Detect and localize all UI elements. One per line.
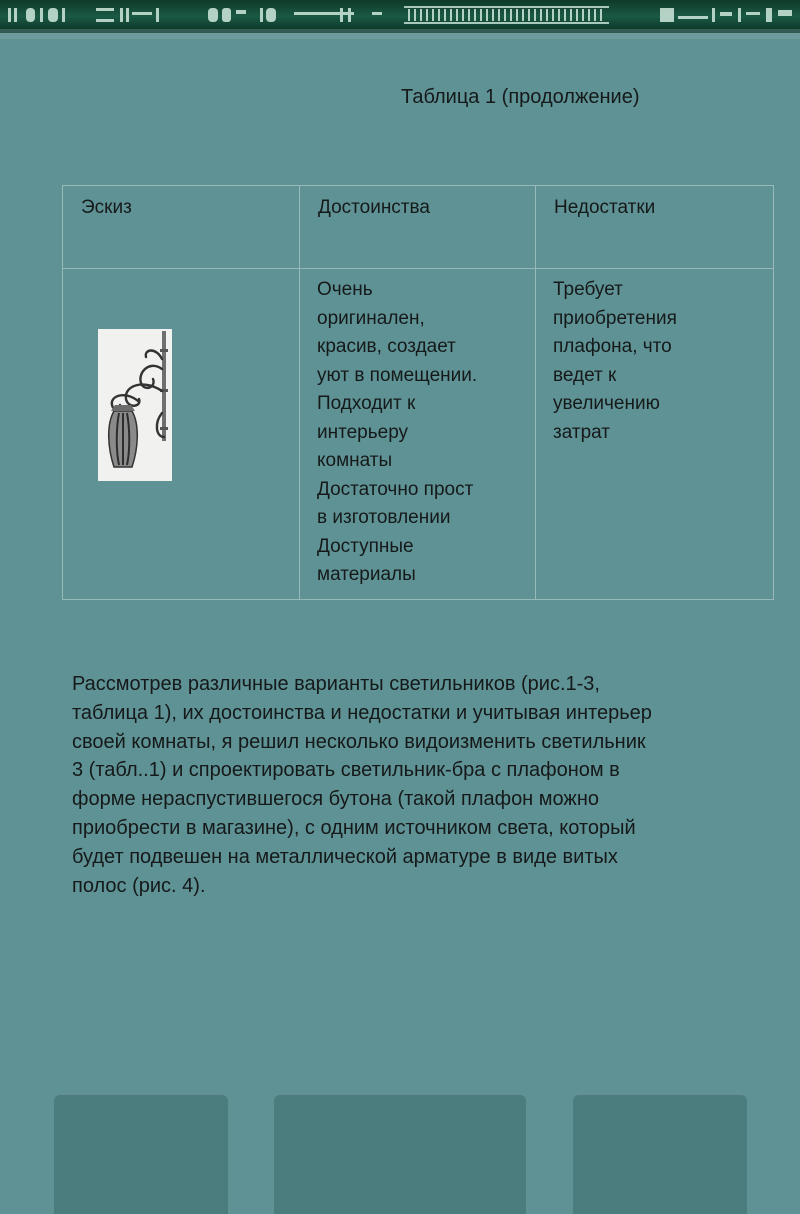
header-cell-advantages: Достоинства — [300, 186, 536, 269]
advantages-text: Очень оригинален, красив, создает уют в помещении. Подходит к интерьеру комнаты Достаточно прост в изготовлении Доступные материалы — [317, 279, 478, 585]
sketch-cell — [63, 269, 300, 600]
nav-button-left[interactable] — [54, 1094, 228, 1214]
comparison-table — [62, 185, 774, 600]
disadvantages-cell — [536, 269, 774, 600]
top-circuit-banner — [0, 0, 800, 33]
circuit-pattern-icon — [0, 0, 800, 33]
advantages-cell — [300, 269, 536, 600]
nav-button-center[interactable] — [274, 1094, 526, 1214]
banner-divider — [0, 33, 800, 39]
wall-sconce-sketch-icon — [98, 329, 172, 481]
table-caption: Таблица 1 (продолжение) — [401, 86, 640, 108]
body-paragraph: Рассмотрев различные варианты светильников (рис.1-3, таблица 1), их достоинства и недостатки и учитывая интерьер своей комнаты, я решил несколько видоизменить светильник 3 (табл..1) и спроектировать светильник-бра с плафоном в форме нераспустившегося бутона (такой плафон можно приобрести в магазине), с одним источником света, который будет подвешен на металлической арматуре в виде витых полос (рис. 4). — [72, 673, 652, 897]
table-row — [63, 269, 774, 600]
disadvantages-text: Требует приобретения плафона, что ведет к увеличению затрат — [553, 279, 677, 443]
nav-button-right[interactable] — [573, 1094, 747, 1214]
header-cell-sketch: Эскиз — [63, 186, 300, 269]
header-cell-disadvantages: Недостатки — [536, 186, 774, 269]
table-header-row — [63, 186, 774, 269]
